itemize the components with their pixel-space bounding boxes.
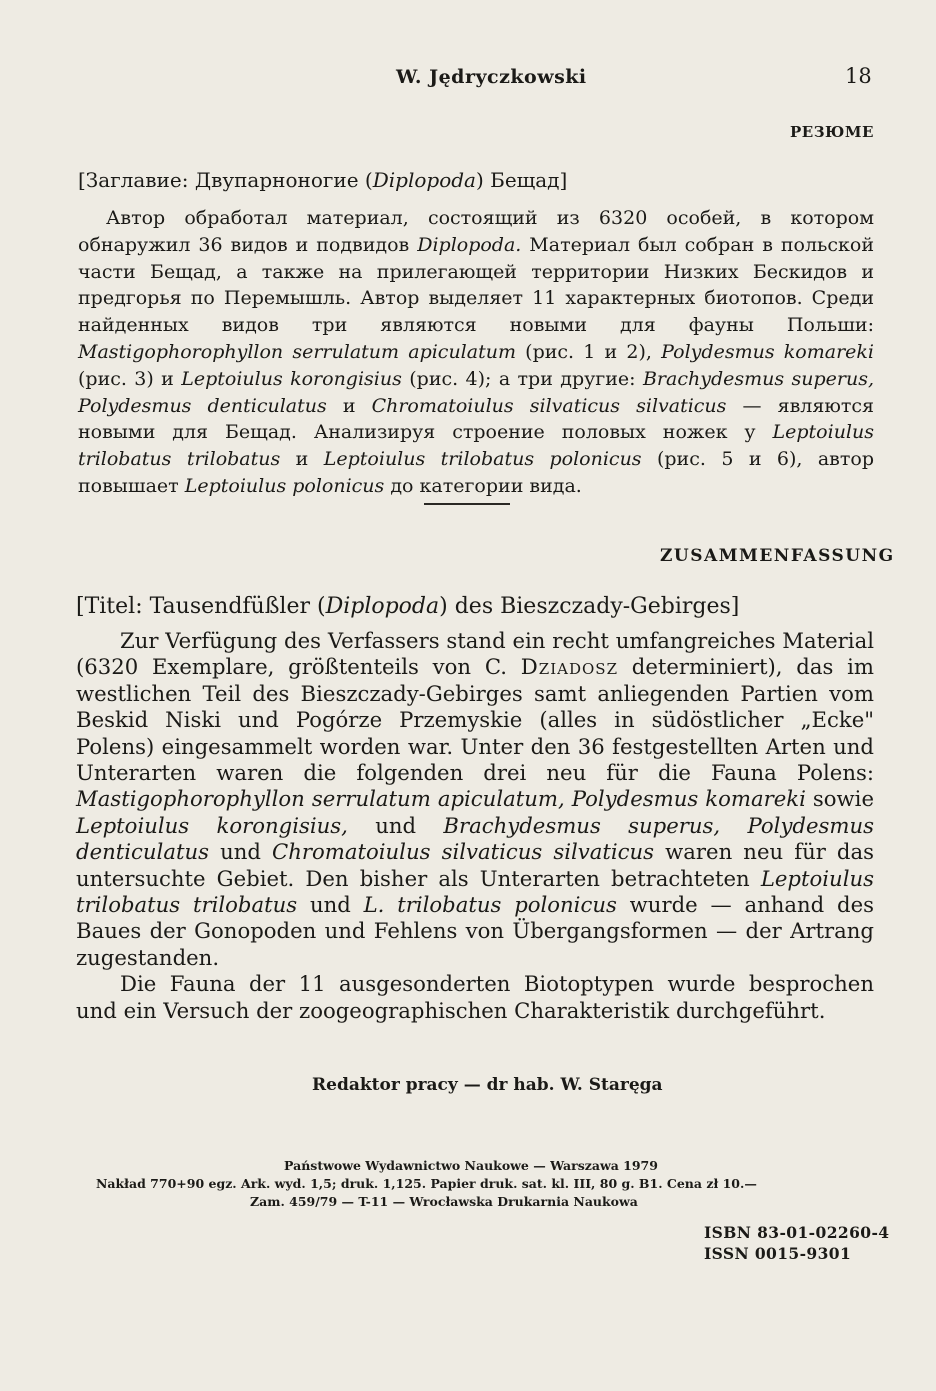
species-name: Brachydesmus superus, Polydesmus denticulatus xyxy=(78,367,874,417)
species-name: Leptoiulus polonicus xyxy=(184,474,385,497)
text-run: determiniert), das im westlichen Teil des Bieszczady-Gebirges samt anliegenden Partien vom Beskid Niski und Pogórze Przemyskie (alles in südöstlicher „Ecke" Polens) eingesammelt worden war. Unter den 36 festgestellten Arten und Unterarten waren die folgenden drei neu für die Fauna Polens: xyxy=(76,654,874,786)
species-name: Mastigophorophyllon serrulatum apiculatum, Polydesmus komareki xyxy=(76,786,806,812)
section-divider xyxy=(424,503,510,505)
text-run: и xyxy=(280,448,324,471)
text-run: waren neu für das untersuchte Gebiet. Den bisher als Unterarten betrachteten xyxy=(76,839,874,891)
species-name: Leptoiulus trilobatus trilobatus xyxy=(78,421,874,471)
species-name: Diplopoda. xyxy=(417,233,522,256)
text-run: und xyxy=(297,892,364,918)
text-run: (рис. 5 и 6), автор повышает xyxy=(78,448,874,497)
german-title: [Titel: Tausendfüßler (Diplopoda) des Bieszczady-Gebirges] xyxy=(76,594,740,619)
text-run: (рис. 1 и 2), xyxy=(515,340,662,363)
german-paragraph-2: Die Fauna der 11 ausgesonderten Biotoptypen wurde besprochen und ein Versuch der zoogeographischen Charakteristik durchgeführt. xyxy=(76,971,874,1023)
russian-summary-heading: РЕЗЮМЕ xyxy=(790,123,874,141)
russian-title: [Заглавие: Двупарноногие (Diplopoda) Бещад] xyxy=(78,168,568,192)
species-name: Polydesmus komareki xyxy=(661,340,874,363)
page-number: 18 xyxy=(845,64,872,88)
isbn: ISBN 83-01-02260-4 xyxy=(704,1223,890,1242)
text-run: Автор обработал материал, состоящий из 6320 особей, в котором обнаружил 36 видов и подвидов xyxy=(78,207,874,256)
species-name: Chromatoiulus silvaticus silvaticus xyxy=(272,839,655,865)
text-run: (рис. 4); а три другие: xyxy=(401,367,643,390)
species-name: Leptoiulus trilobatus polonicus xyxy=(323,448,642,471)
text-run: и xyxy=(326,394,372,417)
russian-summary-body xyxy=(78,205,874,500)
running-header-author: W. Jędryczkowski xyxy=(396,66,587,88)
text-run: und xyxy=(209,839,273,865)
imprint-block xyxy=(96,1157,846,1211)
text-run: sowie xyxy=(805,786,874,812)
german-summary-body xyxy=(76,628,874,1024)
imprint-publisher: Państwowe Wydawnictwo Naukowe — Warszawa 1979 xyxy=(284,1158,658,1173)
imprint-order: Zam. 459/79 — T-11 — Wrocławska Drukarnia Naukowa xyxy=(250,1194,638,1209)
species-name: L. trilobatus polonicus xyxy=(363,892,617,918)
imprint-print-details: Nakład 770+90 egz. Ark. wyd. 1,5; druk. 1,125. Papier druk. sat. kl. III, 80 g. B1. Cena zł 10.— xyxy=(96,1176,757,1191)
text-run: до категории вида. xyxy=(384,474,582,497)
species-name: Mastigophorophyllon serrulatum apiculatum xyxy=(78,340,516,363)
text-run: Материал был собран в польской части Бещад, а также на прилегающей территории Низких Бескидов и предгорья по Перемышль. Автор выделяет 11 характерных биотопов. Среди найденных видов три являются новыми для фауны Польши: xyxy=(78,233,874,337)
species-name: Chromatoiulus silvaticus silvaticus xyxy=(371,394,727,417)
text-run: Zur Verfügung des Verfassers stand ein recht umfangreiches Material (6320 Exemplare, größtenteils von C. xyxy=(76,628,874,680)
text-run: und xyxy=(347,812,444,838)
species-name: Brachydesmus superus, Polydesmus denticulatus xyxy=(76,812,874,865)
species-name: Leptoiulus trilobatus trilobatus xyxy=(76,865,874,918)
text-run: (рис. 3) и xyxy=(78,367,182,390)
issn: ISSN 0015-9301 xyxy=(704,1244,852,1263)
species-name: Leptoiulus korongisius, xyxy=(76,812,348,838)
editor-line: Redaktor pracy — dr hab. W. Staręga xyxy=(312,1075,663,1095)
german-paragraph-1 xyxy=(76,628,874,971)
species-name: Leptoiulus korongisius xyxy=(181,367,402,390)
isbn-block xyxy=(704,1222,889,1264)
text-run: wurde — anhand des Baues der Gonopoden und Fehlens von Übergangsformen — der Artrang zugestanden. xyxy=(76,892,874,970)
german-summary-heading: ZUSAMMENFASSUNG xyxy=(660,546,895,566)
text-run: — являются новыми для Бещад. Анализируя строение половых ножек у xyxy=(78,394,874,444)
russian-paragraph xyxy=(78,205,874,500)
author-name: Dziadosz xyxy=(520,654,618,680)
